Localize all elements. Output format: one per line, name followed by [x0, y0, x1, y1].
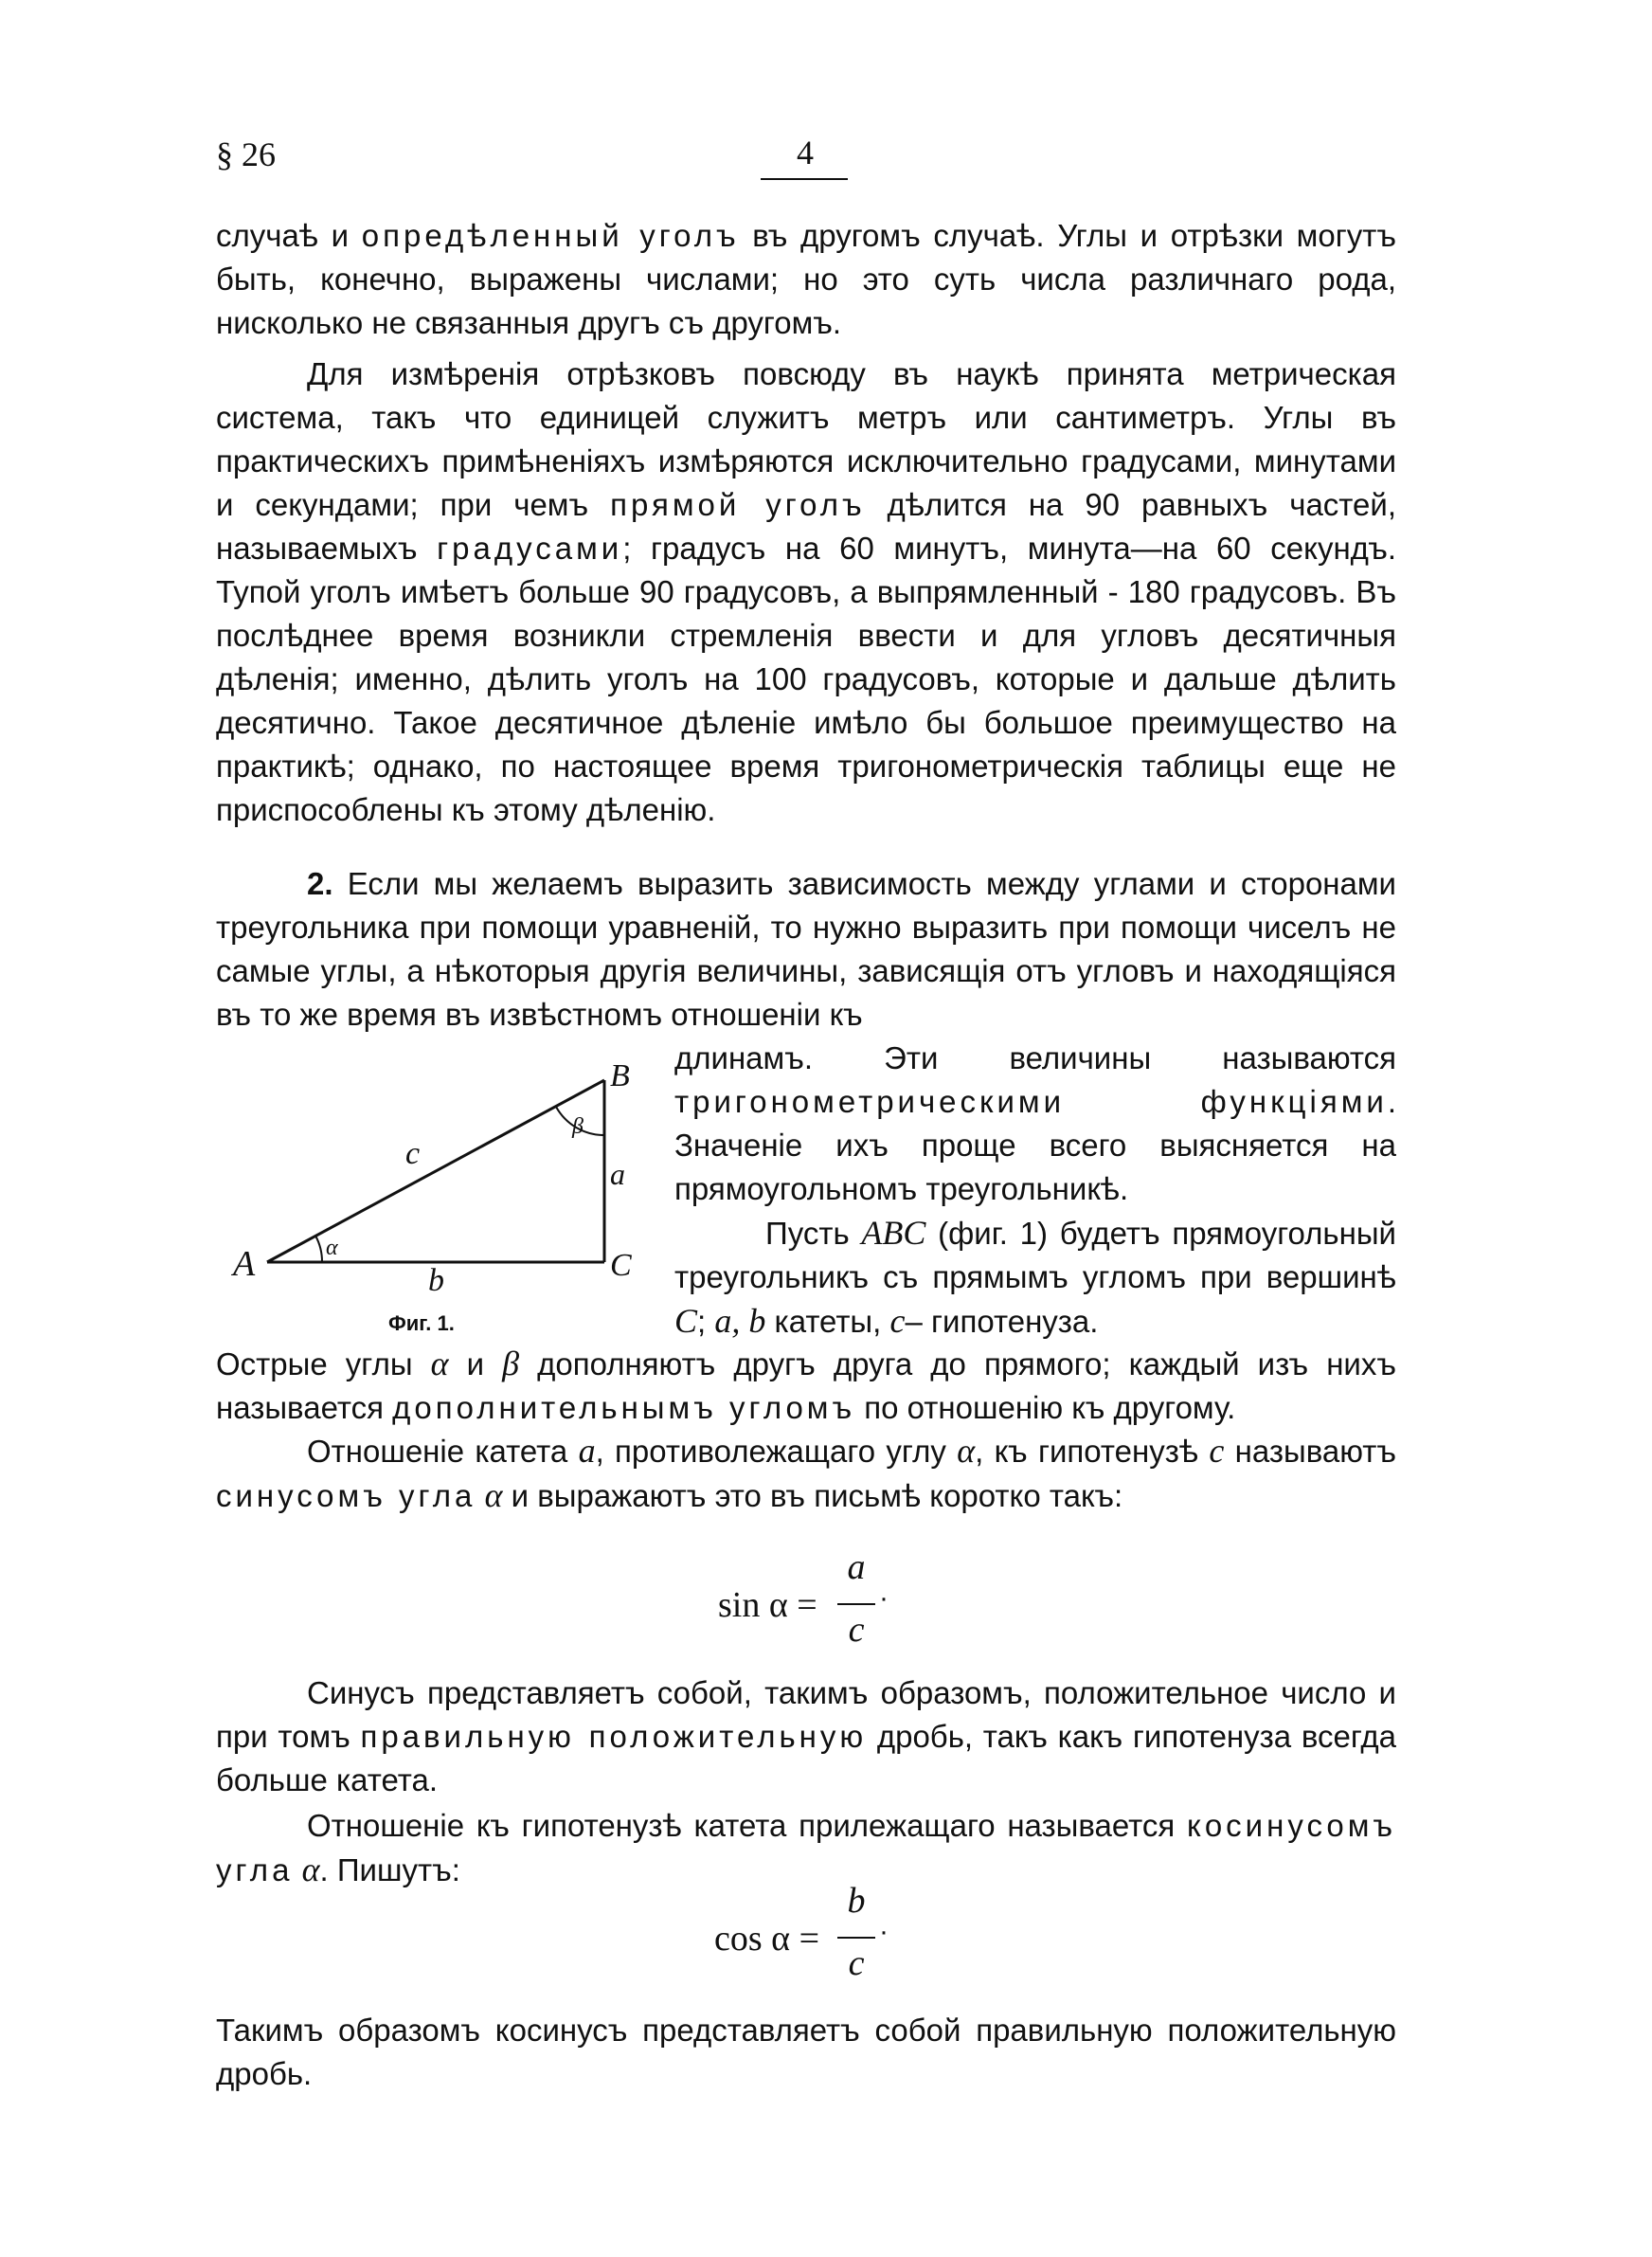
angle-label-alpha: α — [326, 1236, 338, 1260]
page-number: 4 — [797, 134, 814, 172]
paragraph-3: 2. Если мы желаемъ выразить зависимость между углами и сторонами треугольника при помощи уравненій, то нужно выразить при помощи чиселъ не самые углы, а нѣкоторыя другія величины, зависящія отъ угловъ и находящіяся въ то же время въ извѣстномъ отношеніи къ — [216, 866, 1396, 1032]
fraction-denominator: c — [848, 1610, 865, 1650]
paragraph-3-continued: длинамъ. Эти величины называются тригонометрическими функціями. Значеніе ихъ проще всего выясняется на прямоугольномъ треугольникѣ. — [674, 1040, 1396, 1206]
triangle-name: ABC — [861, 1214, 926, 1252]
side-label-c: c — [405, 1136, 421, 1171]
page-number-rule — [761, 178, 848, 180]
vertex-label-a: A — [233, 1244, 256, 1284]
paragraph-4-continued: Острые углы α и β дополняютъ другъ друга до прямого; каждый изъ нихъ называется дополнительнымъ угломъ по отношенію къ другому. — [216, 1345, 1396, 1425]
fraction-denominator: c — [848, 1943, 865, 1983]
item-number: 2. — [307, 866, 333, 901]
angle-alpha-arc — [315, 1236, 322, 1262]
vertex-label-b: B — [610, 1058, 630, 1093]
vertex-label-c: C — [610, 1248, 632, 1283]
fraction-numerator: b — [847, 1881, 866, 1921]
paragraph-2: Для измѣренія отрѣзковъ повсюду въ наукѣ принята метрическая система, такъ что единицей служитъ метръ или сантиметръ. Углы въ практическихъ примѣненіяхъ измѣряются исключительно градусами, минутами и секундами; при чемъ прямой уголъ дѣлится на 90 равныхъ частей, называемыхъ градусами; градусъ на 60 минутъ, минута—на 60 секундъ. Тупой уголъ имѣетъ больше 90 градусовъ, а выпрямленный - 180 градусовъ. Въ послѣднее время возникли стремленія ввести и для угловъ десятичныя дѣленія; именно, дѣлить уголъ на 100 градусовъ, которые и дальше дѣлить десятично. Такое десятичное дѣленіе имѣло бы большое преимущество на практикѣ; однако, по настоящее время тригонометрическія таблицы еще не приспособлены къ этому дѣленію. — [216, 356, 1397, 827]
paragraph-5: Отношеніе катета a, противолежащаго углу α, къ гипотенузѣ c называютъ синусомъ угла α и выражаютъ это въ письмѣ коротко такъ: — [216, 1432, 1396, 1514]
paragraph-6: Синусъ представляетъ собой, такимъ образомъ, положительное число и при томъ правильную положительную дробь, такъ какъ гипотенуза всегда больше катета. — [216, 1675, 1397, 1797]
document-page: § 26 4 случаѣ и опредѣленный уголъ въ другомъ случаѣ. Углы и отрѣзки могутъ быть, конечно, выражены числами; но это суть числа различнаго рода, нисколько не связанныя другъ съ другомъ. Для измѣренія отрѣзковъ повсюду въ наукѣ принята метрическая система, такъ что единицей служитъ метръ или сантиметръ. Углы въ практическихъ примѣненіяхъ измѣряются исключительно градусами, минутами и секундами; при чемъ прямой уголъ дѣлится на 90 равныхъ частей, называемыхъ градусами; градусъ на 60 минутъ, минута—на 60 секундъ. Тупой уголъ имѣетъ больше 90 градусовъ, а выпрямленный - 180 градусовъ. Въ послѣднее время возникли стремленія ввести и для угловъ десятичныя дѣленія; именно, дѣлить уголъ на 100 градусовъ, которые и дальше дѣлить десятично. Такое десятичное дѣленіе имѣло бы большое преимущество на практикѣ; однако, по настоящее время тригонометрическія таблицы еще не приспособлены къ этому дѣленію. 2. Если мы желаемъ выразить зависимость между углами и сторонами треугольника при помощи уравненій, то нужно выразить при помощи чиселъ не самые углы, а нѣкоторыя другія величины, зависящія отъ угловъ и находящіяся въ то же время въ извѣстномъ отношеніи къ A B C a b c α β Фиг. 1. длинамъ. Эти величины называются тригонометрическими функціями. Значеніе ихъ проще всего выясняется на прямоугольномъ треугольникѣ. Пусть ABC (фиг. 1) будетъ прямоугольный треугольникъ съ прямымъ угломъ при вершинѣ C; a, b катеты, c– гипотенуза. Острые углы α и β дополняютъ другъ друга до прямого; каждый изъ нихъ называется дополнительнымъ угломъ по отношенію къ другому. Отношеніе катета a, противолежащаго углу α, къ гипотенузѣ c называютъ синусомъ угла α и выражаютъ это въ письмѣ коротко такъ: sin α = a c · Синусъ представляетъ собой, такимъ образомъ, положительное число и при томъ правильную положительную дробь, такъ какъ гипотенуза всегда больше катета. Отношеніе къ гипотенузѣ катета прилежащаго называется косинусомъ угла α. Пишутъ: cos α = b c · Такимъ образомъ косинусъ представляетъ собой правильную положительную дробь. — [0, 0, 1652, 2257]
fraction-bar — [837, 1603, 875, 1605]
fraction-bar — [837, 1937, 875, 1939]
side-label-b: b — [428, 1263, 444, 1298]
figure-caption: Фиг. 1. — [388, 1311, 455, 1335]
side-hypotenuse — [267, 1080, 604, 1262]
paragraph-4-start: Пусть ABC (фиг. 1) будетъ прямоугольный треугольникъ съ прямымъ угломъ при вершинѣ C; a, b катеты, c– гипотенуза. — [674, 1214, 1396, 1340]
fraction-numerator: a — [847, 1547, 866, 1587]
section-number: § 26 — [216, 135, 276, 173]
paragraph-8: Такимъ образомъ косинусъ представляетъ собой правильную положительную дробь. — [216, 2013, 1396, 2091]
paragraph-1: случаѣ и опредѣленный уголъ въ другомъ случаѣ. Углы и отрѣзки могутъ быть, конечно, выражены числами; но это суть числа различнаго рода, нисколько не связанныя другъ съ другомъ. — [216, 218, 1397, 340]
side-label-a: a — [610, 1157, 625, 1191]
paragraph-7: Отношеніе къ гипотенузѣ катета прилежащаго называется косинусомъ угла α. Пишутъ: — [216, 1808, 1396, 1888]
angle-label-beta: β — [572, 1114, 584, 1139]
